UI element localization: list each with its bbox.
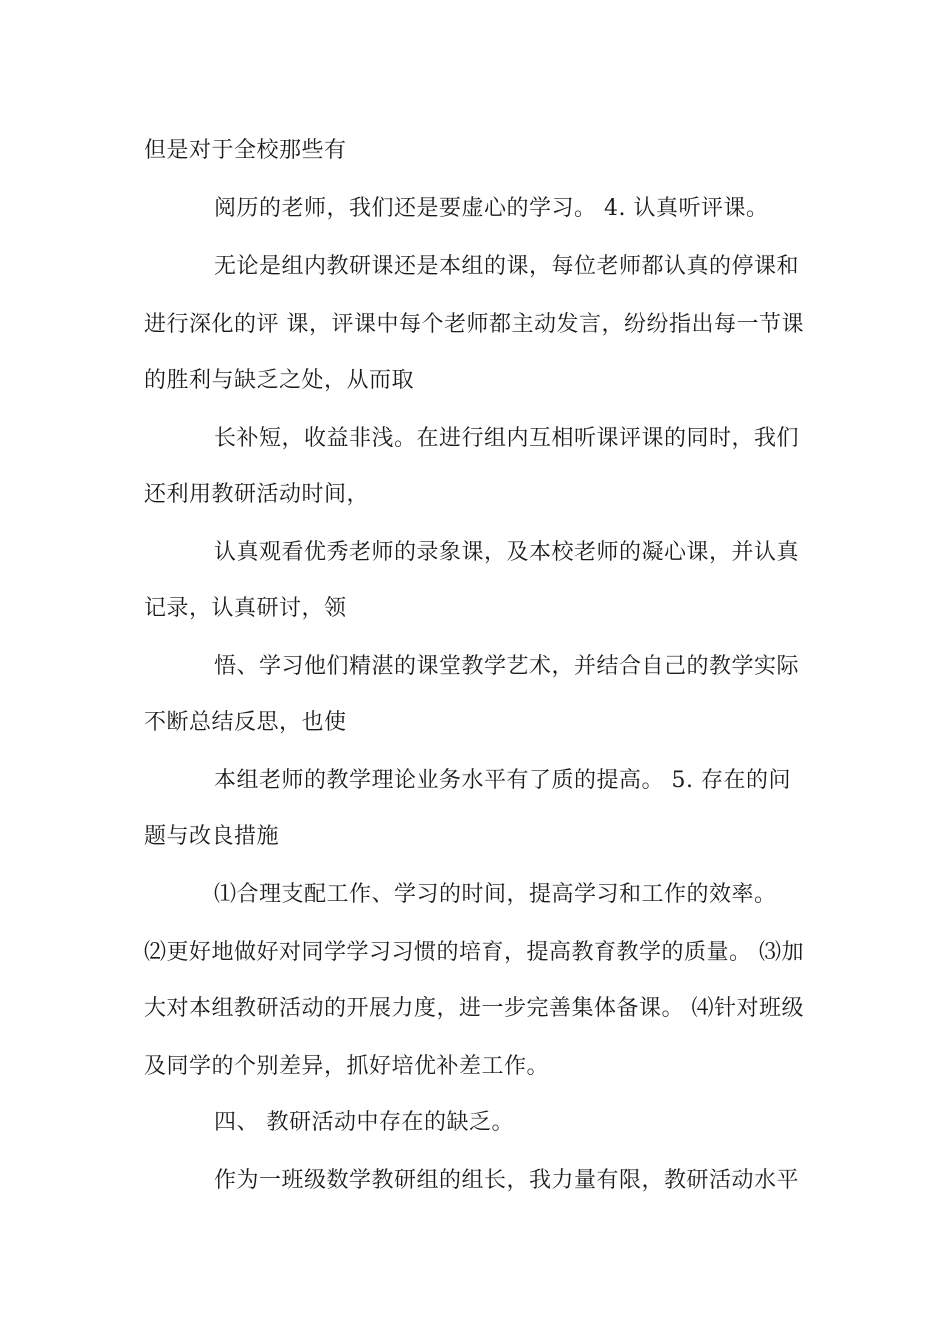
text-line-5: 的胜利与缺乏之处，从而取 [144,368,415,393]
text-line-1: 但是对于全校那些有 [144,138,347,163]
text-line-15: ⑵更好地做好对同学学习习惯的培育，提高教育教学的质量。 ⑶加 [144,940,804,965]
text-line-13: 题与改良措施 [144,824,280,849]
text-line-10: 悟、学习他们精湛的课堂教学艺术，并结合自己的教学实际 [214,654,800,679]
text-line-3: 无论是组内教研课还是本组的课，每位老师都认真的停课和 [214,254,800,279]
text-line-11: 不断总结反思，也使 [144,710,347,735]
text-line-6: 长补短，收益非浅。在进行组内互相听课评课的同时，我们 [214,426,800,451]
text-line-19: 作为一班级数学教研组的组长，我力量有限，教研活动水平 [214,1168,800,1193]
section-heading-4: 四、 教研活动中存在的缺乏。 [214,1110,514,1135]
text-line-17: 及同学的个别差异，抓好培优补差工作。 [144,1054,550,1079]
text-line-14: ⑴合理支配工作、学习的时间，提高学习和工作的效率。 [214,882,777,907]
text-line-8: 认真观看优秀老师的录象课，及本校老师的凝心课，并认真 [214,540,800,565]
text-line-9: 记录，认真研讨，领 [144,596,347,621]
text-line-4: 进行深化的评 课，评课中每个老师都主动发言，纷纷指出每一节课 [144,312,804,337]
text-line-2: 阅历的老师，我们还是要虚心的学习。 4. 认真听评课。 [214,196,769,221]
text-line-12: 本组老师的教学理论业务水平有了质的提高。 5. 存在的问 [214,768,791,793]
text-line-7: 还利用教研活动时间， [144,482,370,507]
text-line-16: 大对本组教研活动的开展力度，进一步完善集体备课。 ⑷针对班级 [144,996,804,1021]
